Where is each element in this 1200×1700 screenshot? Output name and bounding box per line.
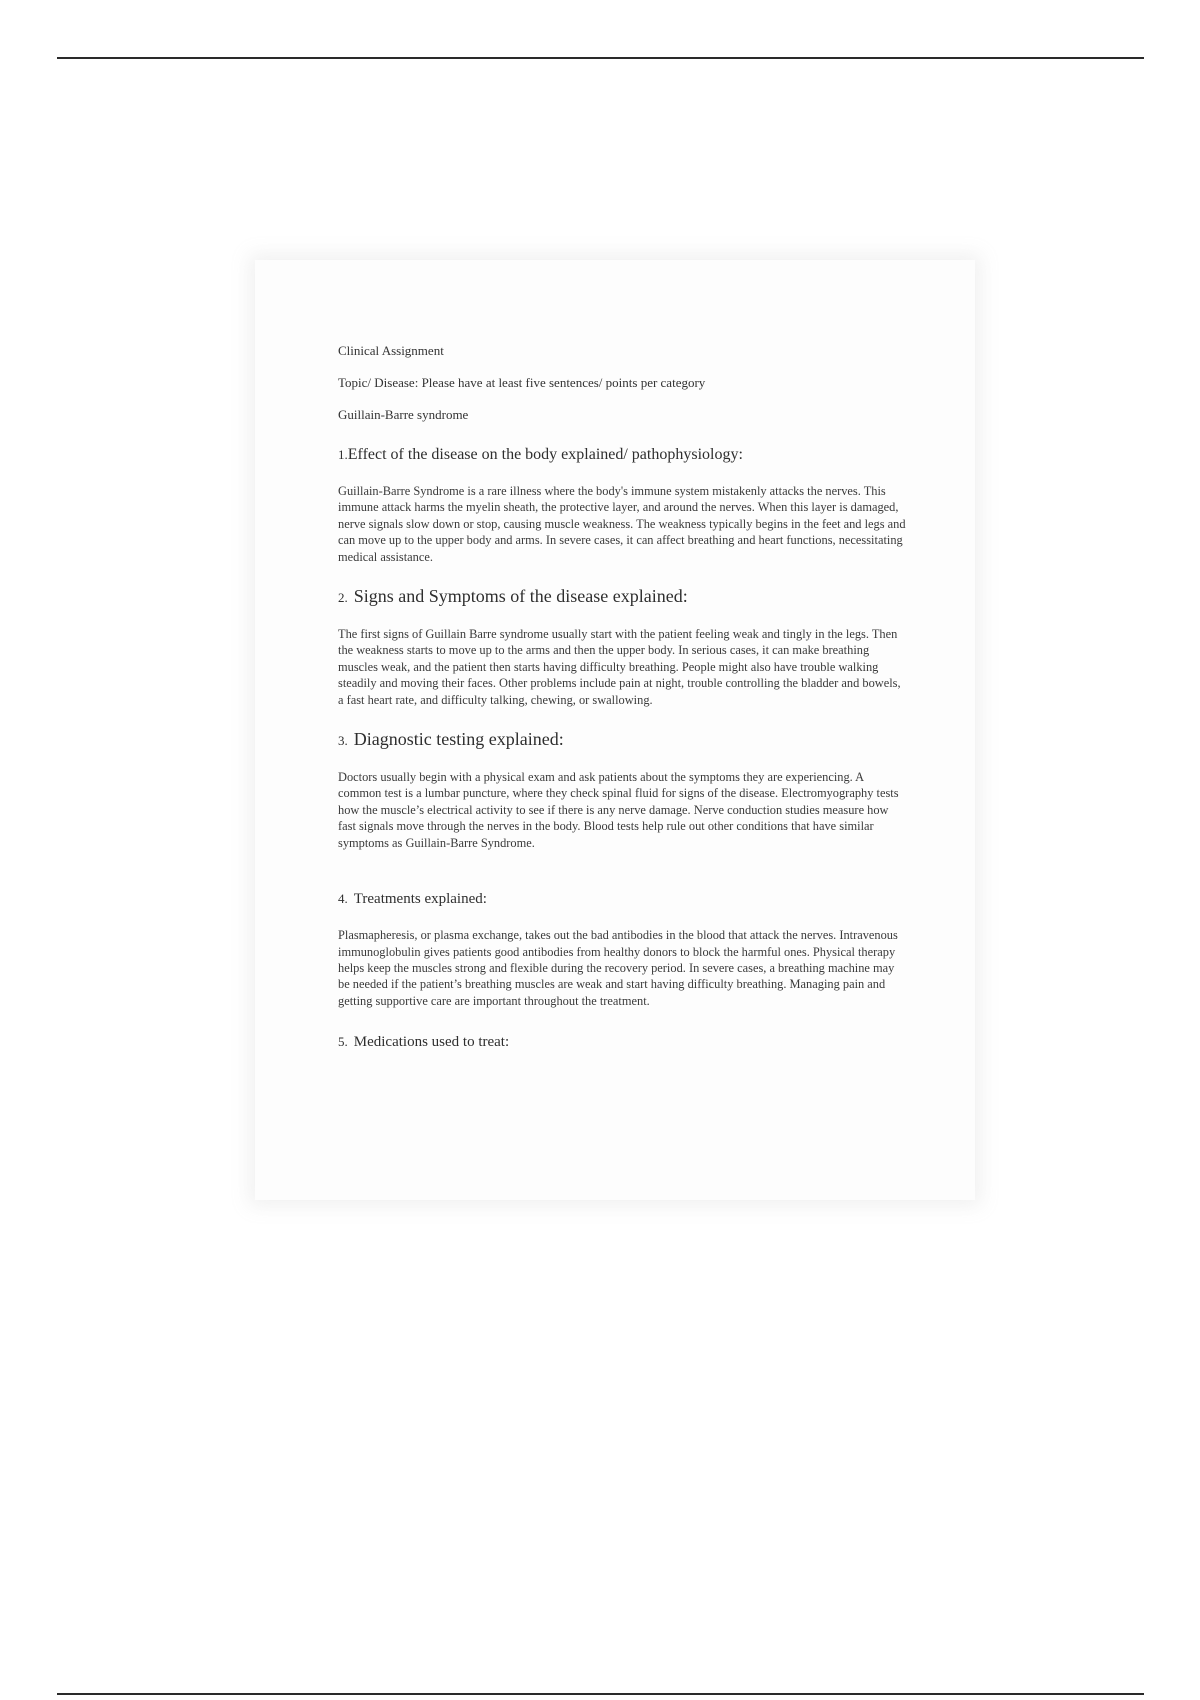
document-title: Clinical Assignment	[338, 343, 444, 358]
topic-line: Topic/ Disease: Please have at least five sentences/ points per category	[338, 375, 706, 390]
section-3-body: Doctors usually begin with a physical exam and ask patients about the symptoms they are experiencing. A common test is a lumbar puncture, where they check spinal fluid for signs of the disease. Electromyography tests how the muscle’s electrical activity to see if there is any nerve damage. Nerve conduction studies measure how fast signals move through the nerves in the body. Blood tests help rule out other conditions that have similar symptoms as Guillain-Barre Syndrome.	[338, 770, 899, 850]
section-5-number: 5.	[338, 1034, 348, 1050]
section-4-body: Plasmapheresis, or plasma exchange, takes out the bad antibodies in the blood that attack the nerves. Intravenous immunoglobulin gives patients good antibodies from healthy donors to block the harmful ones. Physical therapy helps keep the muscles strong and flexible during the recovery period. In severe cases, a breathing machine may be needed if the patient’s breathing muscles are weak and start having difficulty breathing. Managing pain and getting supportive care are important throughout the treatment.	[338, 928, 898, 1008]
section-4-heading	[338, 883, 908, 910]
section-2-number: 2.	[338, 590, 348, 606]
section-4-title: Treatments explained:	[353, 891, 487, 908]
section-2-body: The first signs of Guillain Barre syndrome usually start with the patient feeling weak and tingly in the legs. Then the weakness starts to move up to the arms and then the upper body. In serious cases, it can make breathing muscles weak, and the patient then starts having difficulty breathing. People might also have trouble walking steadily and moving their faces. Other problems include pain at night, trouble controlling the bladder and bowels, a fast heart rate, and difficulty talking, chewing, or swallowing.	[338, 627, 901, 707]
section-5-title: Medications used to treat:	[353, 1034, 510, 1051]
section-5-heading	[338, 1026, 908, 1053]
section-1-number: 1.	[338, 447, 348, 462]
section-3-heading	[338, 725, 908, 752]
section-3-title: Diagnostic testing explained:	[353, 729, 564, 750]
section-2-heading	[338, 582, 908, 609]
section-4-number: 4.	[338, 891, 348, 907]
disease-name: Guillain-Barre syndrome	[338, 407, 469, 422]
section-3-number: 3.	[338, 733, 348, 749]
bottom-divider	[57, 1693, 1144, 1695]
section-1-title: Effect of the disease on the body explained/ pathophysiology:	[347, 446, 743, 463]
section-2-title: Signs and Symptoms of the disease explained:	[353, 586, 688, 607]
section-1-body: Guillain-Barre Syndrome is a rare illness where the body's immune system mistakenly attacks the nerves. This immune attack harms the myelin sheath, the protective layer, and around the nerves. When this layer is damaged, nerve signals slow down or stop, causing muscle weakness. The weakness typically begins in the feet and legs and can move up to the upper body and arms. In severe cases, it can affect breathing and heart functions, necessitating medical assistance.	[338, 484, 906, 564]
top-divider	[57, 57, 1144, 59]
document-content	[338, 343, 908, 1070]
section-1-heading	[338, 439, 908, 466]
